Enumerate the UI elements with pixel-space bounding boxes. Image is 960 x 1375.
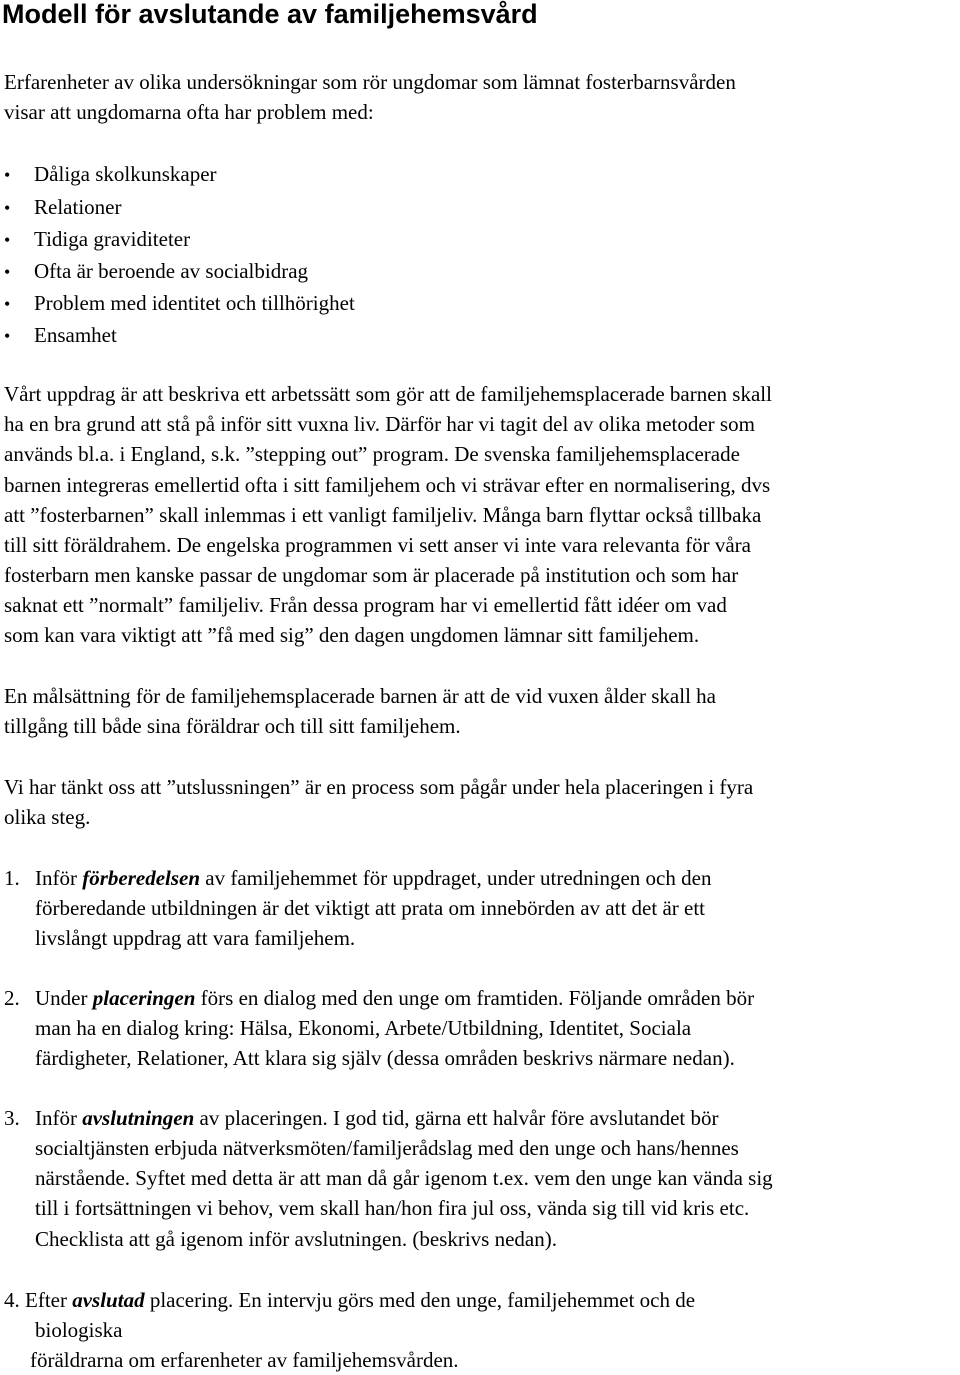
step-line: livslångt uppdrag att vara familjehem. bbox=[35, 926, 356, 950]
step-item bbox=[4, 863, 711, 893]
paragraph-line: tillgång till både sina föräldrar och till sitt familjehem. bbox=[4, 714, 461, 738]
step-number: 4. bbox=[4, 1288, 20, 1312]
step-text-post: av placeringen. I god tid, gärna ett halvår före avslutandet bör bbox=[194, 1106, 719, 1130]
paragraph-line: barnen integreras emellertid ofta i sitt familjehem och vi strävar efter en normalisering, dvs bbox=[4, 473, 771, 497]
intro-line: visar att ungdomarna ofta har problem med: bbox=[4, 100, 374, 124]
bullet-text: Tidiga graviditeter bbox=[34, 227, 191, 251]
paragraph-line: olika steg. bbox=[4, 805, 91, 829]
paragraph-line: ha en bra grund att stå på inför sitt vuxna liv. Därför har vi tagit del av olika metoder som bbox=[4, 412, 755, 436]
paragraph-line: saknat ett ”normalt” familjeliv. Från dessa program har vi emellertid fått idéer om vad bbox=[4, 593, 727, 617]
step-text-pre: Inför bbox=[35, 1106, 83, 1130]
paragraph-line: att ”fosterbarnen” skall inlemmas i ett vanligt familjeliv. Många barn flyttar också tillbaka bbox=[4, 503, 762, 527]
document-title: Modell för avslutande av familjehemsvård bbox=[2, 0, 538, 29]
paragraph-line: Vårt uppdrag är att beskriva ett arbetssätt som gör att de familjehemsplacerade barnen skall bbox=[4, 382, 772, 406]
bullet-text: Problem med identitet och tillhörighet bbox=[34, 291, 355, 315]
step-text-pre: Inför bbox=[35, 866, 83, 890]
intro-line: Erfarenheter av olika undersökningar som rör ungdomar som lämnat fosterbarnsvården bbox=[4, 70, 736, 94]
bullet-icon: • bbox=[4, 230, 11, 250]
step-line: Checklista att gå igenom inför avslutningen. (beskrivs nedan). bbox=[35, 1227, 557, 1251]
step-text-post: av familjehemmet för uppdraget, under utredningen och den bbox=[200, 866, 712, 890]
step-line: föräldrarna om erfarenheter av familjehemsvården. bbox=[30, 1348, 459, 1372]
bullet-icon: • bbox=[4, 165, 11, 185]
bullet-text: Relationer bbox=[34, 195, 122, 219]
bullet-item bbox=[4, 320, 117, 351]
bullet-icon: • bbox=[4, 326, 11, 346]
bullet-icon: • bbox=[4, 294, 11, 314]
step-line: närstående. Syftet med detta är att man då går igenom t.ex. vem den unge kan vända sig bbox=[35, 1166, 773, 1190]
bullet-item bbox=[4, 256, 308, 287]
step-item bbox=[4, 1103, 719, 1133]
step-text-post: förs en dialog med den unge om framtiden. Följande områden bör bbox=[195, 986, 755, 1010]
step-number: 2. bbox=[4, 986, 20, 1010]
bullet-icon: • bbox=[4, 198, 11, 218]
paragraph-line: fosterbarn men kanske passar de ungdomar som är placerade på institution och som har bbox=[4, 563, 739, 587]
paragraph-line: Vi har tänkt oss att ”utslussningen” är en process som pågår under hela placeringen i fyra bbox=[4, 775, 754, 799]
bullet-item bbox=[4, 192, 121, 223]
bullet-text: Dåliga skolkunskaper bbox=[34, 162, 217, 186]
step-line: biologiska bbox=[35, 1318, 123, 1342]
step-number: 1. bbox=[4, 866, 20, 890]
step-text-pre: Under bbox=[35, 986, 93, 1010]
step-line: färdigheter, Relationer, Att klara sig själv (dessa områden beskrivs närmare nedan). bbox=[35, 1046, 735, 1070]
step-text-pre: Efter bbox=[19, 1288, 73, 1312]
step-line: förberedande utbildningen är det viktigt att prata om innebörden av att det är ett bbox=[35, 896, 706, 920]
bullet-item bbox=[4, 159, 217, 190]
step-number: 3. bbox=[4, 1106, 20, 1130]
step-keyword: förberedelsen bbox=[82, 866, 201, 890]
step-item bbox=[4, 1285, 695, 1315]
step-line: socialtjänsten erbjuda nätverksmöten/familjerådslag med den unge och hans/hennes bbox=[35, 1136, 739, 1160]
bullet-text: Ensamhet bbox=[34, 323, 117, 347]
bullet-icon: • bbox=[4, 262, 11, 282]
step-line: man ha en dialog kring: Hälsa, Ekonomi, Arbete/Utbildning, Identitet, Sociala bbox=[35, 1016, 692, 1040]
step-keyword: avslutningen bbox=[82, 1106, 195, 1130]
paragraph-line: används bl.a. i England, s.k. ”stepping out” program. De svenska familjehemsplacerade bbox=[4, 442, 740, 466]
step-line: till i fortsättningen vi behov, vem skall han/hon fira jul oss, vända sig till vid kris etc. bbox=[35, 1196, 750, 1220]
bullet-item bbox=[4, 224, 190, 255]
step-keyword: avslutad bbox=[72, 1288, 145, 1312]
bullet-text: Ofta är beroende av socialbidrag bbox=[34, 259, 309, 283]
paragraph-line: En målsättning för de familjehemsplacerade barnen är att de vid vuxen ålder skall ha bbox=[4, 684, 716, 708]
bullet-item bbox=[4, 288, 355, 319]
paragraph-line: till sitt föräldrahem. De engelska programmen vi sett anser vi inte vara relevanta för våra bbox=[4, 533, 751, 557]
step-item bbox=[4, 983, 754, 1013]
paragraph-line: som kan vara viktigt att ”få med sig” den dagen ungdomen lämnar sitt familjehem. bbox=[4, 623, 700, 647]
step-text-post: placering. En intervju görs med den unge, familjehemmet och de bbox=[144, 1288, 696, 1312]
step-keyword: placeringen bbox=[92, 986, 196, 1010]
